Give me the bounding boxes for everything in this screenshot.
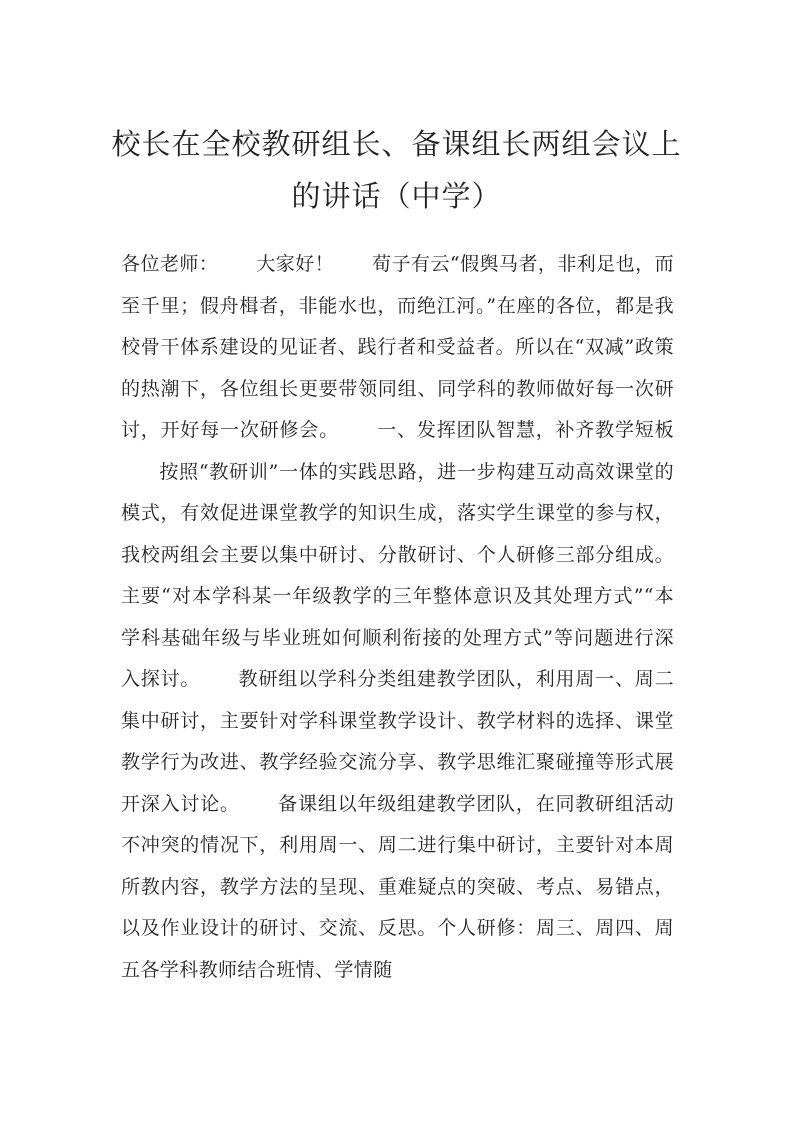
document-title [100, 118, 693, 222]
personal-study-text: 个人研修：周三、周四、周五各学科教师结合班情、学情随 [121, 917, 674, 981]
section-heading-1: 一、发挥团队智慧，补齐教学短板 [376, 419, 674, 441]
intro-text: 荀子有云“假舆马者，非利足也，而至千里；假舟楫者，非能水也，而绝江河。”在座的各位，都是我校骨干体系建设的见证者、践行者和受益者。所以在“双减”政策的热潮下，各位组长更要带领同组、同学科的教师做好每一次研讨，开好每一次研修会。 [121, 253, 674, 441]
salutation: 各位老师： [121, 253, 219, 275]
teaching-group-text: 教研组以学科分类组建教学团队，利用周一、周二集中研讨，主要针对学科课堂教学设计、教学材料的选择、课堂教学行为改进、教学经验交流分享、教学思维汇聚碰撞等形式展开深入讨论。 [121, 668, 674, 815]
title-line-2: 的讲话（中学） [291, 179, 502, 213]
lesson-group-text: 备课组以年级组建教学团队，在同教研组活动不冲突的情况下，利用周一、周二进行集中研讨，主要针对本周所教内容，教学方法的呈现、重难疑点的突破、考点、易错点，以及作业设计的研讨、交流、反思。 [121, 792, 674, 939]
title-line-1: 校长在全校教研组长、备课组长两组会议上 [111, 127, 682, 161]
body-paragraph [121, 244, 674, 991]
section-1-text: 按照“教研训”一体的实践思路，进一步构建互动高效课堂的模式，有效促进课堂教学的知识生成，落实学生课堂的参与权，我校两组会主要以集中研讨、分散研讨、个人研修三部分组成。主要“对本学科某一年级教学的三年整体意识及其处理方式”“本学科基础年级与毕业班如何顺利衔接的处理方式”等问题进行深入探讨。 [121, 460, 674, 690]
greeting: 大家好！ [256, 253, 335, 275]
